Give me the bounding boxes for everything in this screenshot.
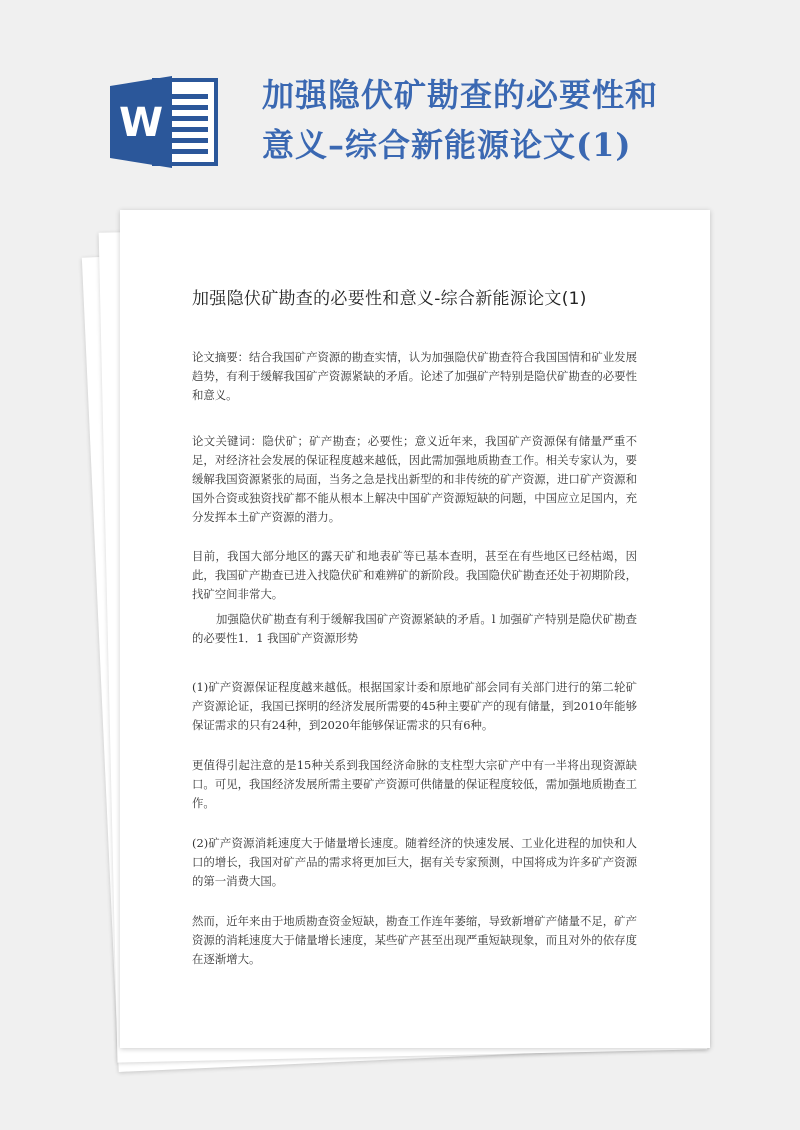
paragraph-keywords: 论文关键词：隐伏矿；矿产勘查；必要性；意义近年来，我国矿产资源保有储量严重不足，对经济社会发展的保证程度越来越低，因此需加强地质勘查工作。相关专家认为，要缓解我国资源紧张的局面，当务之急是找出新型的和非传统的矿产资源，进口矿产资源和国外合资或独资找矿都不能从根本上解决中国矿产资源短缺的问题，中国应立足国内，充分发挥本土矿产资源的潜力。	[192, 434, 637, 524]
header-title: 加强隐伏矿勘查的必要性和意义–综合新能源论文(1)	[262, 76, 659, 164]
document-page	[120, 210, 710, 1048]
paragraph: (2)矿产资源消耗速度大于储量增长速度。随着经济的快速发展、工业化进程的加快和人口的增长，我国对矿产品的需求将更加巨大，据有关专家预测，中国将成为许多矿产资源的第一消费大国。	[192, 836, 637, 888]
word-icon-letter: W	[118, 100, 164, 146]
header	[0, 0, 800, 200]
paragraph: 然而，近年来由于地质勘查资金短缺，勘查工作连年萎缩，导致新增矿产储量不足，矿产资源的消耗速度大于储量增长速度，某些矿产甚至出现严重短缺现象，而且对外的依存度在逐渐增大。	[192, 914, 637, 966]
paragraph: 加强隐伏矿勘查有利于缓解我国矿产资源紧缺的矛盾。l 加强矿产特别是隐伏矿勘查的必要性1．1 我国矿产资源形势	[192, 612, 637, 645]
word-document-icon	[110, 72, 220, 172]
paragraph-abstract: 论文摘要：结合我国矿产资源的勘查实情，认为加强隐伏矿勘查符合我国国情和矿业发展趋势，有利于缓解我国矿产资源紧缺的矛盾。论述了加强矿产特别是隐伏矿勘查的必要性和意义。	[192, 350, 637, 402]
paragraph: 目前，我国大部分地区的露天矿和地表矿等已基本查明，甚至在有些地区已经枯竭，因此，我国矿产勘查已进入找隐伏矿和难辨矿的新阶段。我国隐伏矿勘查还处于初期阶段，找矿空间非常大。	[192, 549, 637, 601]
document-title: 加强隐伏矿勘查的必要性和意义-综合新能源论文(1)	[192, 289, 587, 309]
paragraph: 更值得引起注意的是15种关系到我国经济命脉的支柱型大宗矿产中有一半将出现资源缺口。可见，我国经济发展所需主要矿产资源可供储量的保证程度较低，需加强地质勘查工作。	[192, 758, 637, 810]
paragraph: (1)矿产资源保证程度越来越低。根据国家计委和原地矿部会同有关部门进行的第二轮矿产资源论证，我国已探明的经济发展所需要的45种主要矿产的现有储量，到2010年能够保证需求的只有24种，到2020年能够保证需求的只有6种。	[192, 680, 637, 732]
